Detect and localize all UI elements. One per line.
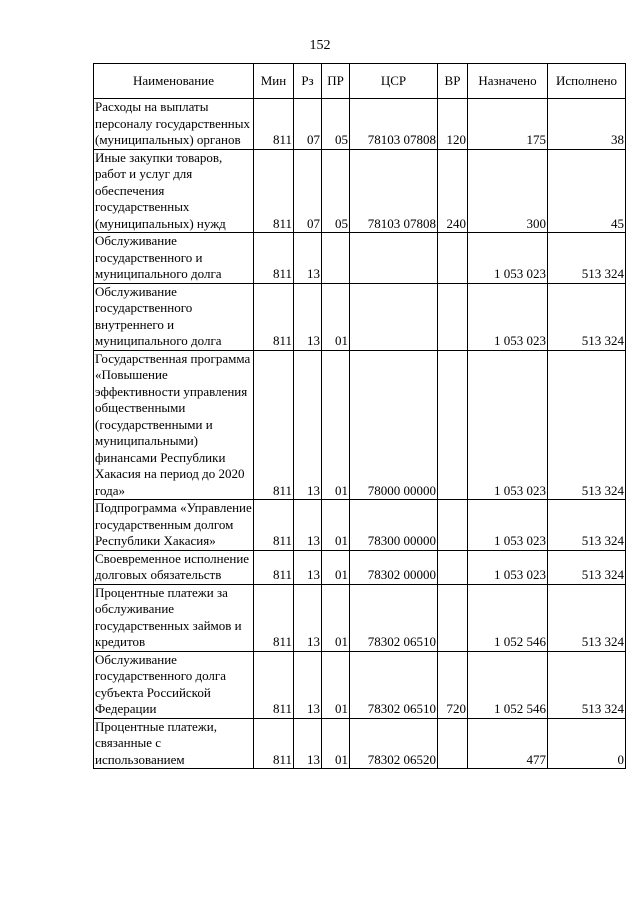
header-min: Мин [254,64,294,99]
table-row [94,233,626,284]
table-body [94,99,626,769]
cell-csr: 78000 00000 [350,350,438,500]
cell-rz: 13 [294,550,322,584]
cell-pr: 01 [322,651,350,718]
cell-pr: 01 [322,718,350,769]
cell-pr: 01 [322,283,350,350]
cell-min: 811 [254,350,294,500]
cell-assigned: 1 052 546 [468,584,548,651]
table-row [94,99,626,150]
cell-csr: 78302 06520 [350,718,438,769]
cell-executed: 513 324 [548,233,626,284]
cell-min: 811 [254,283,294,350]
cell-rz: 13 [294,500,322,551]
cell-pr: 05 [322,149,350,233]
cell-vr: 720 [438,651,468,718]
cell-min: 811 [254,584,294,651]
page-number: 152 [309,38,331,53]
cell-vr [438,233,468,284]
cell-name: Обслуживание государственного и муниципального долга [94,233,254,284]
cell-executed: 513 324 [548,350,626,500]
cell-csr: 78302 06510 [350,651,438,718]
cell-assigned: 1 053 023 [468,233,548,284]
cell-name: Расходы на выплаты персоналу государственных (муниципальных) органов [94,99,254,150]
cell-csr: 78103 07808 [350,99,438,150]
cell-assigned: 477 [468,718,548,769]
cell-min: 811 [254,99,294,150]
header-rz: Рз [294,64,322,99]
cell-vr: 240 [438,149,468,233]
cell-pr [322,233,350,284]
cell-name: Своевременное исполнение долговых обязательств [94,550,254,584]
header-pr: ПР [322,64,350,99]
cell-name: Иные закупки товаров, работ и услуг для обеспечения государственных (муниципальных) нужд [94,149,254,233]
cell-csr [350,233,438,284]
cell-executed: 513 324 [548,283,626,350]
cell-vr [438,350,468,500]
cell-rz: 07 [294,149,322,233]
cell-pr: 01 [322,350,350,500]
cell-min: 811 [254,500,294,551]
cell-executed: 513 324 [548,550,626,584]
cell-csr: 78302 00000 [350,550,438,584]
cell-rz: 13 [294,651,322,718]
cell-csr: 78302 06510 [350,584,438,651]
cell-min: 811 [254,651,294,718]
cell-vr [438,550,468,584]
cell-assigned: 1 053 023 [468,500,548,551]
cell-name: Процентные платежи за обслуживание государственных займов и кредитов [94,584,254,651]
cell-name: Обслуживание государственного долга субъекта Российской Федерации [94,651,254,718]
cell-csr: 78103 07808 [350,149,438,233]
cell-assigned: 1 053 023 [468,283,548,350]
cell-csr [350,283,438,350]
cell-name: Подпрограмма «Управление государственным долгом Республики Хакасия» [95,500,252,548]
cell-assigned: 300 [468,149,548,233]
cell-rz: 13 [294,233,322,284]
budget-table [93,63,626,769]
cell-name: Процентные платежи, связанные с использованием [94,718,254,769]
table-row [94,550,626,584]
cell-rz: 13 [294,350,322,500]
table-row [94,283,626,350]
cell-assigned: 1 052 546 [468,651,548,718]
cell-rz: 07 [294,99,322,150]
cell-rz: 13 [294,718,322,769]
cell-vr [438,718,468,769]
header-name: Наименование [94,64,254,99]
cell-pr: 05 [322,99,350,150]
header-vr: ВР [438,64,468,99]
cell-min: 811 [254,149,294,233]
cell-rz: 13 [294,283,322,350]
cell-csr: 78300 00000 [350,500,438,551]
cell-name: Обслуживание государственного внутреннего и муниципального долга [94,283,254,350]
cell-min: 811 [254,718,294,769]
cell-assigned: 1 053 023 [468,350,548,500]
cell-min: 811 [254,233,294,284]
cell-executed: 38 [548,99,626,150]
cell-executed: 513 324 [548,500,626,551]
cell-min: 811 [254,550,294,584]
cell-pr: 01 [322,550,350,584]
table-row [94,149,626,233]
table-row [94,651,626,718]
table-row [94,584,626,651]
header-executed: Исполнено [548,64,626,99]
cell-executed: 513 324 [548,584,626,651]
header-assigned: Назначено [468,64,548,99]
cell-executed: 0 [548,718,626,769]
cell-vr [438,283,468,350]
table-header-row [94,64,626,99]
table-row [94,718,626,769]
cell-pr: 01 [322,584,350,651]
cell-rz: 13 [294,584,322,651]
cell-vr: 120 [438,99,468,150]
cell-vr [438,500,468,551]
cell-assigned: 175 [468,99,548,150]
table-row [94,500,626,551]
cell-executed: 513 324 [548,651,626,718]
cell-name: Государственная программа «Повышение эффективности управления общественными (государственными и муниципальными) финансами Республики Хакасия на период до 2020 года» [94,350,254,500]
cell-assigned: 1 053 023 [468,550,548,584]
header-csr: ЦСР [350,64,438,99]
cell-executed: 45 [548,149,626,233]
cell-vr [438,584,468,651]
table-row [94,350,626,500]
cell-pr: 01 [322,500,350,551]
